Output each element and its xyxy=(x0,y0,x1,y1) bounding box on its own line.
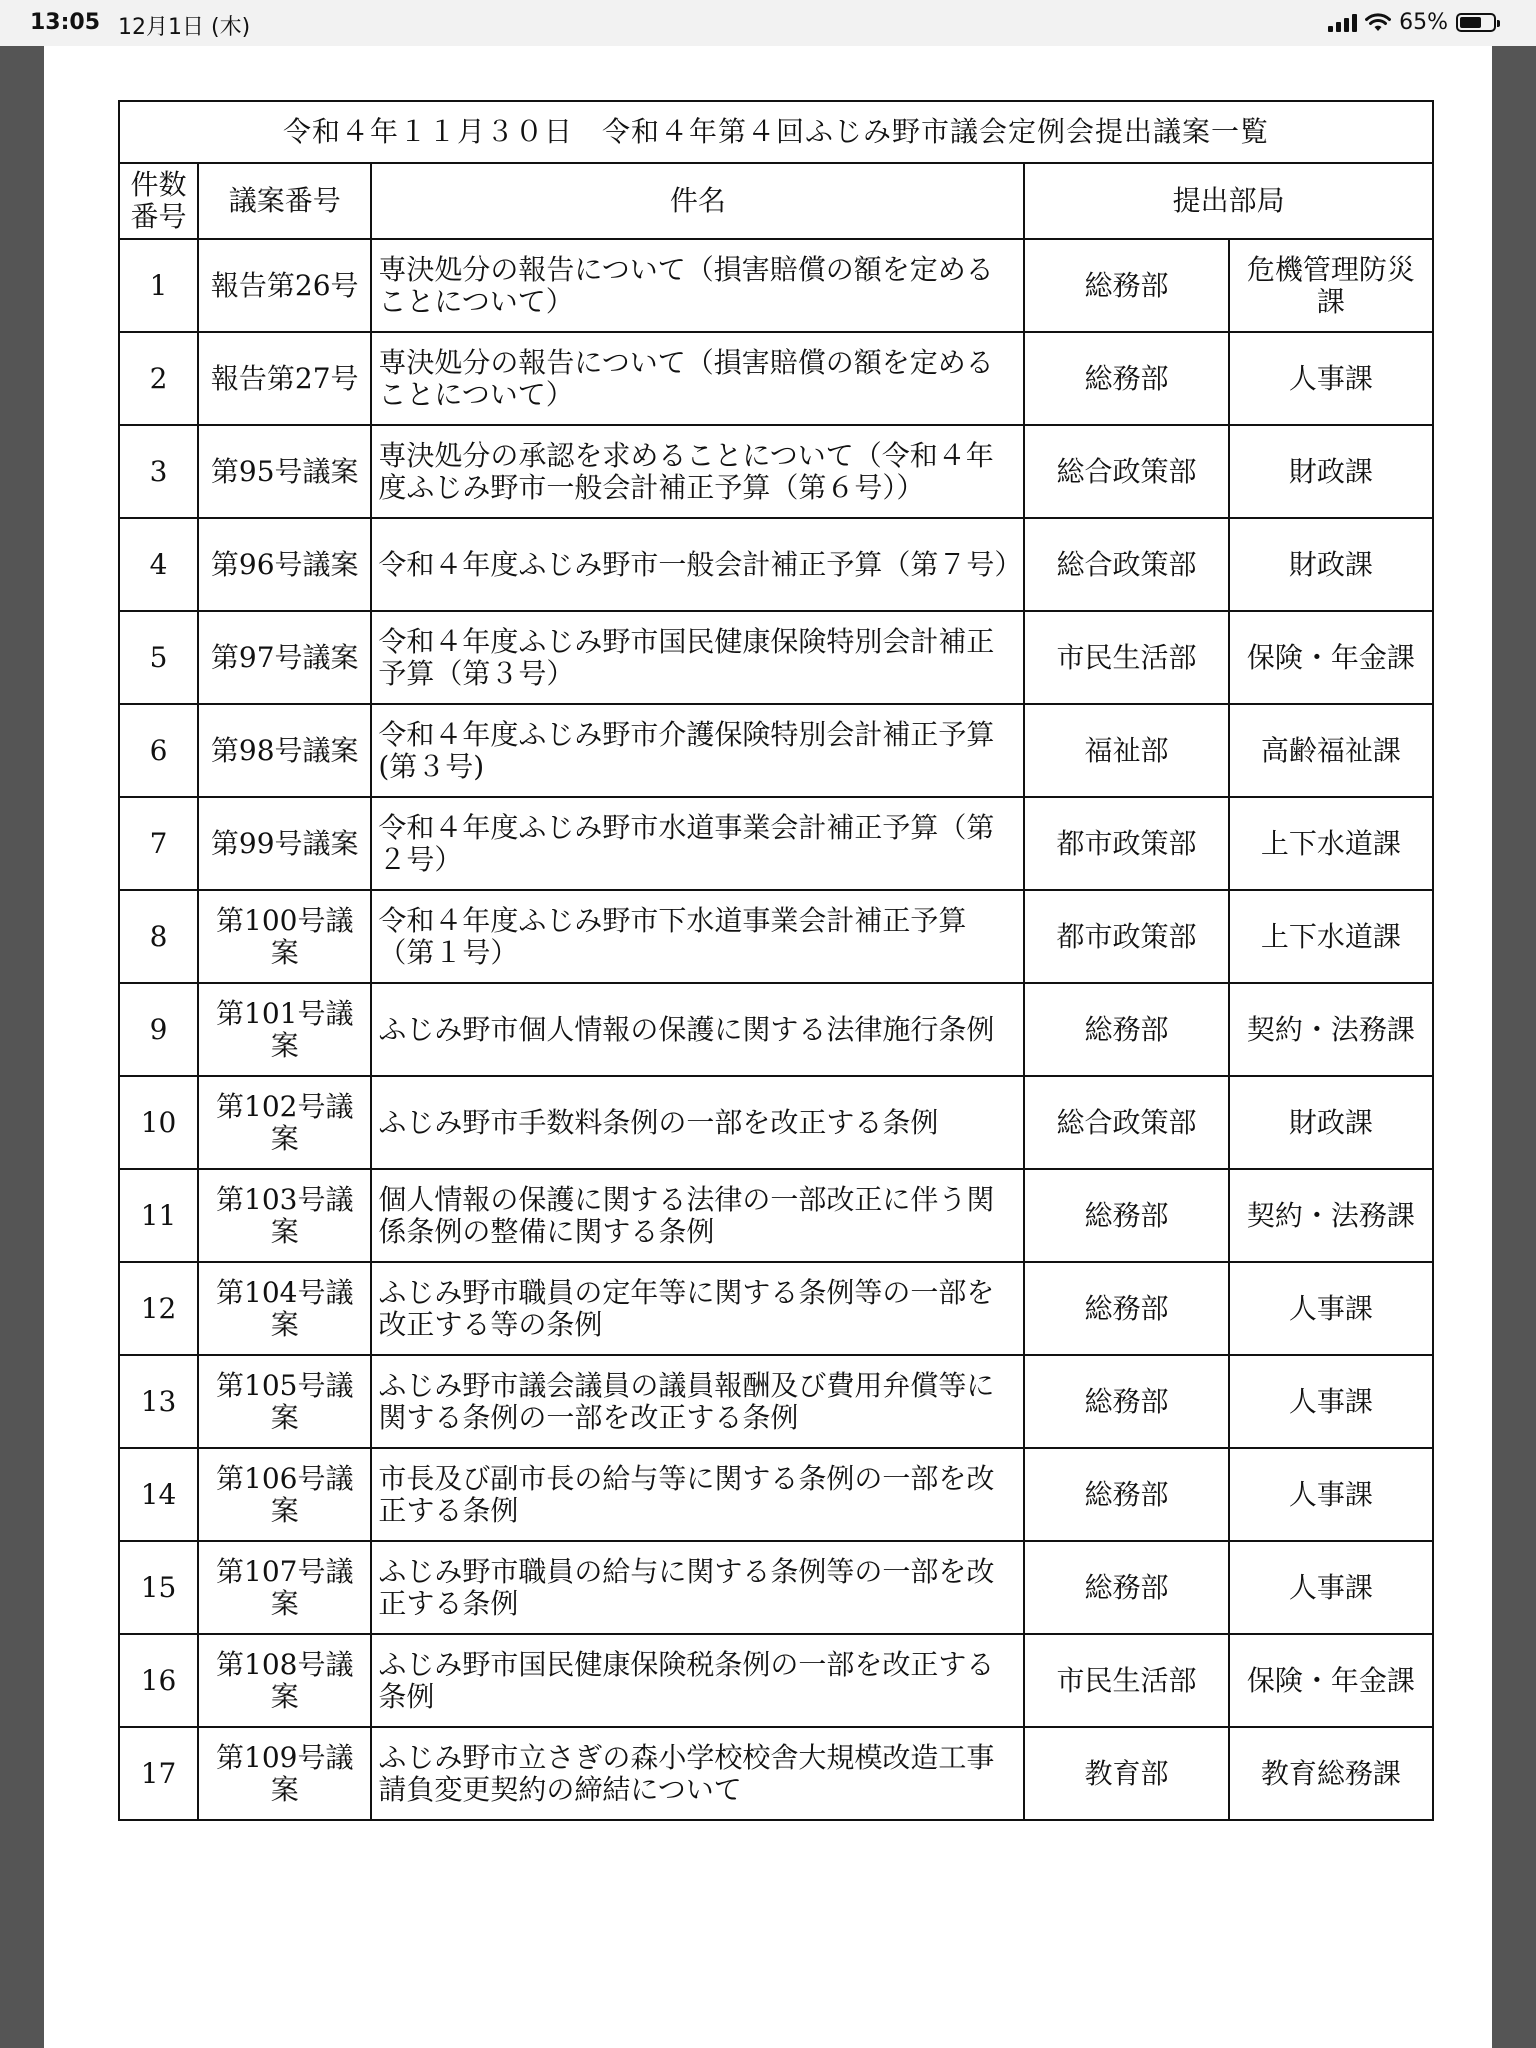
cell-section: 人事課 xyxy=(1229,1541,1433,1634)
table-row xyxy=(119,890,1433,983)
cell-subject: 令和４年度ふじみ野市下水道事業会計補正予算（第１号） xyxy=(371,890,1024,983)
cell-bill-number: 第99号議案 xyxy=(198,797,371,890)
cell-section: 上下水道課 xyxy=(1229,890,1433,983)
cell-bill-number: 第103号議案 xyxy=(198,1169,371,1262)
header-row xyxy=(119,163,1433,239)
cell-section: 保険・年金課 xyxy=(1229,611,1433,704)
table-row xyxy=(119,1727,1433,1820)
cell-section: 財政課 xyxy=(1229,518,1433,611)
header-number: 件数番号 xyxy=(119,163,198,239)
cell-department: 総務部 xyxy=(1024,1448,1228,1541)
status-time: 13:05 xyxy=(30,10,101,35)
header-bill-number: 議案番号 xyxy=(198,163,371,239)
cell-bill-number: 第102号議案 xyxy=(198,1076,371,1169)
cell-number: 4 xyxy=(119,518,198,611)
document-title: 令和４年１１月３０日 令和４年第４回ふじみ野市議会定例会提出議案一覧 xyxy=(119,101,1433,163)
cell-bill-number: 第97号議案 xyxy=(198,611,371,704)
cell-bill-number: 第96号議案 xyxy=(198,518,371,611)
table-row xyxy=(119,425,1433,518)
cell-subject: 令和４年度ふじみ野市介護保険特別会計補正予算(第３号) xyxy=(371,704,1024,797)
cell-number: 8 xyxy=(119,890,198,983)
cell-subject: 令和４年度ふじみ野市一般会計補正予算（第７号） xyxy=(371,518,1024,611)
cell-department: 総合政策部 xyxy=(1024,518,1228,611)
header-subject: 件名 xyxy=(371,163,1024,239)
cell-section: 人事課 xyxy=(1229,332,1433,425)
battery-level xyxy=(1460,17,1481,28)
cell-department: 総合政策部 xyxy=(1024,1076,1228,1169)
cell-subject: ふじみ野市国民健康保険税条例の一部を改正する条例 xyxy=(371,1634,1024,1727)
cell-bill-number: 第106号議案 xyxy=(198,1448,371,1541)
status-indicators xyxy=(1328,10,1496,35)
cell-bill-number: 第108号議案 xyxy=(198,1634,371,1727)
cell-number: 2 xyxy=(119,332,198,425)
battery-icon xyxy=(1456,13,1496,32)
title-row xyxy=(119,101,1433,163)
cell-section: 教育総務課 xyxy=(1229,1727,1433,1820)
cell-section: 上下水道課 xyxy=(1229,797,1433,890)
table-row xyxy=(119,518,1433,611)
cell-section: 契約・法務課 xyxy=(1229,1169,1433,1262)
cell-number: 15 xyxy=(119,1541,198,1634)
cell-department: 市民生活部 xyxy=(1024,1634,1228,1727)
cell-bill-number: 第98号議案 xyxy=(198,704,371,797)
table-row xyxy=(119,611,1433,704)
wifi-icon xyxy=(1365,13,1391,33)
cell-number: 11 xyxy=(119,1169,198,1262)
cell-number: 14 xyxy=(119,1448,198,1541)
header-department: 提出部局 xyxy=(1024,163,1433,239)
battery-percent: 65% xyxy=(1399,10,1448,35)
cell-subject: ふじみ野市立さぎの森小学校校舎大規模改造工事請負変更契約の締結について xyxy=(371,1727,1024,1820)
table-row xyxy=(119,704,1433,797)
cell-section: 財政課 xyxy=(1229,1076,1433,1169)
cell-subject: ふじみ野市手数料条例の一部を改正する条例 xyxy=(371,1076,1024,1169)
cell-section: 人事課 xyxy=(1229,1262,1433,1355)
table-row xyxy=(119,1541,1433,1634)
cell-bill-number: 第109号議案 xyxy=(198,1727,371,1820)
table-row xyxy=(119,983,1433,1076)
cell-department: 総務部 xyxy=(1024,1355,1228,1448)
status-bar xyxy=(0,0,1536,46)
cell-number: 5 xyxy=(119,611,198,704)
cell-subject: 令和４年度ふじみ野市国民健康保険特別会計補正予算（第３号） xyxy=(371,611,1024,704)
cell-department: 教育部 xyxy=(1024,1727,1228,1820)
cell-subject: 令和４年度ふじみ野市水道事業会計補正予算（第２号） xyxy=(371,797,1024,890)
cell-bill-number: 第101号議案 xyxy=(198,983,371,1076)
cell-department: 総務部 xyxy=(1024,1262,1228,1355)
cell-number: 10 xyxy=(119,1076,198,1169)
cell-bill-number: 第104号議案 xyxy=(198,1262,371,1355)
table-row xyxy=(119,1262,1433,1355)
cell-department: 都市政策部 xyxy=(1024,797,1228,890)
cell-section: 危機管理防災課 xyxy=(1229,239,1433,332)
cell-subject: 市長及び副市長の給与等に関する条例の一部を改正する条例 xyxy=(371,1448,1024,1541)
cell-number: 3 xyxy=(119,425,198,518)
cell-number: 12 xyxy=(119,1262,198,1355)
cell-section: 人事課 xyxy=(1229,1448,1433,1541)
cell-section: 人事課 xyxy=(1229,1355,1433,1448)
cell-subject: 個人情報の保護に関する法律の一部改正に伴う関係条例の整備に関する条例 xyxy=(371,1169,1024,1262)
cell-number: 1 xyxy=(119,239,198,332)
cell-bill-number: 報告第27号 xyxy=(198,332,371,425)
cell-section: 契約・法務課 xyxy=(1229,983,1433,1076)
cell-bill-number: 第95号議案 xyxy=(198,425,371,518)
cell-subject: ふじみ野市職員の給与に関する条例等の一部を改正する条例 xyxy=(371,1541,1024,1634)
cell-department: 総務部 xyxy=(1024,983,1228,1076)
cell-number: 17 xyxy=(119,1727,198,1820)
cell-number: 16 xyxy=(119,1634,198,1727)
cell-subject: ふじみ野市議会議員の議員報酬及び費用弁償等に関する条例の一部を改正する条例 xyxy=(371,1355,1024,1448)
cell-bill-number: 第107号議案 xyxy=(198,1541,371,1634)
cell-bill-number: 第105号議案 xyxy=(198,1355,371,1448)
cell-subject: 専決処分の報告について（損害賠償の額を定めることについて） xyxy=(371,239,1024,332)
cell-bill-number: 報告第26号 xyxy=(198,239,371,332)
cell-subject: ふじみ野市職員の定年等に関する条例等の一部を改正する等の条例 xyxy=(371,1262,1024,1355)
cell-number: 6 xyxy=(119,704,198,797)
cell-subject: 専決処分の承認を求めることについて（令和４年度ふじみ野市一般会計補正予算（第６号）） xyxy=(371,425,1024,518)
cell-department: 福祉部 xyxy=(1024,704,1228,797)
cell-department: 総務部 xyxy=(1024,239,1228,332)
cell-number: 7 xyxy=(119,797,198,890)
cell-subject: 専決処分の報告について（損害賠償の額を定めることについて） xyxy=(371,332,1024,425)
table-row xyxy=(119,239,1433,332)
table-row xyxy=(119,332,1433,425)
table-row xyxy=(119,1634,1433,1727)
table-row xyxy=(119,797,1433,890)
cell-department: 総務部 xyxy=(1024,332,1228,425)
cell-section: 高齢福祉課 xyxy=(1229,704,1433,797)
cell-department: 総務部 xyxy=(1024,1541,1228,1634)
cell-department: 総合政策部 xyxy=(1024,425,1228,518)
document-page xyxy=(44,46,1492,2048)
cell-department: 都市政策部 xyxy=(1024,890,1228,983)
status-date: 12月1日 (木) xyxy=(118,15,251,40)
table-row xyxy=(119,1076,1433,1169)
cell-number: 9 xyxy=(119,983,198,1076)
cell-department: 市民生活部 xyxy=(1024,611,1228,704)
cell-section: 保険・年金課 xyxy=(1229,1634,1433,1727)
table-row xyxy=(119,1169,1433,1262)
cellular-signal-icon xyxy=(1328,14,1357,32)
bill-list-table xyxy=(118,100,1434,1821)
cell-section: 財政課 xyxy=(1229,425,1433,518)
table-row xyxy=(119,1448,1433,1541)
cell-department: 総務部 xyxy=(1024,1169,1228,1262)
cell-number: 13 xyxy=(119,1355,198,1448)
table-row xyxy=(119,1355,1433,1448)
cell-subject: ふじみ野市個人情報の保護に関する法律施行条例 xyxy=(371,983,1024,1076)
cell-bill-number: 第100号議案 xyxy=(198,890,371,983)
